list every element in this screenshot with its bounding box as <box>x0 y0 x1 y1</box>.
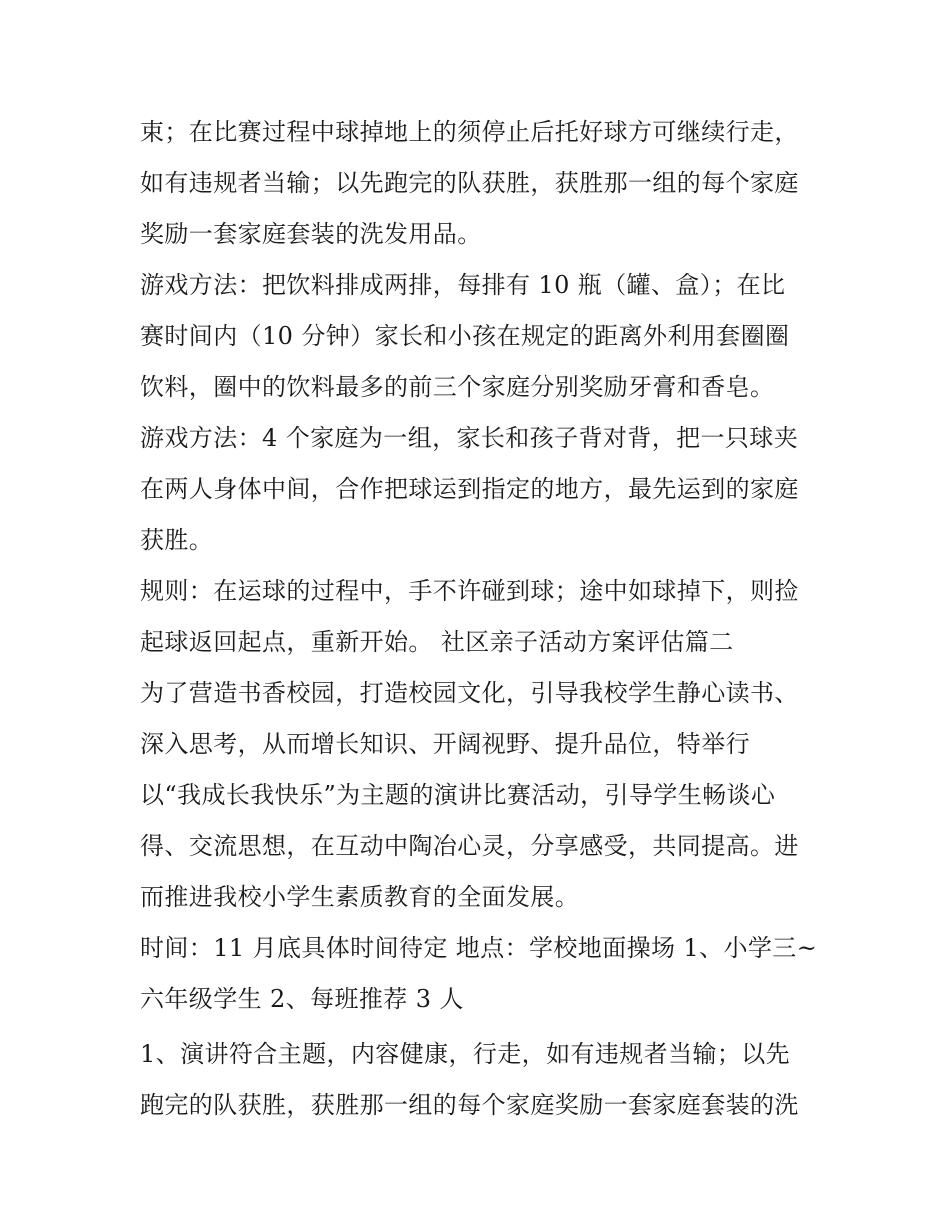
text-line: 时间：11 月底具体时间待定 地点：学校地面操场 1、小学三~ <box>140 934 818 962</box>
text-line: 游戏方法：把饮料排成两排，每排有 10 瓶（罐、盒）；在比 <box>140 271 786 299</box>
text-line: 为了营造书香校园，打造校园文化，引导我校学生静心读书、 <box>140 679 799 707</box>
document-body <box>140 107 830 1131</box>
text-line: 如有违规者当输；以先跑完的队获胜，获胜那一组的每个家庭 <box>140 169 799 197</box>
text-line: 以“我成长我快乐”为主题的演讲比赛活动，引导学生畅谈心 <box>140 781 776 809</box>
text-line: 1、演讲符合主题，内容健康，行走，如有违规者当输；以先 <box>140 1040 791 1068</box>
text-line: 起球返回起点，重新开始。 社区亲子活动方案评估篇二 <box>140 628 734 656</box>
text-line: 深入思考，从而增长知识、开阔视野、提升品位，特举行 <box>140 730 750 758</box>
text-line: 获胜。 <box>140 526 214 554</box>
text-line: 六年级学生 2、每班推荐 3 人 <box>140 985 464 1013</box>
text-line: 束；在比赛过程中球掉地上的须停止后托好球方可继续行走， <box>140 118 799 146</box>
text-line: 规则：在运球的过程中，手不许碰到球；途中如球掉下，则捡 <box>140 577 799 605</box>
text-line: 跑完的队获胜，获胜那一组的每个家庭奖励一套家庭套装的洗 <box>140 1091 799 1119</box>
text-line: 赛时间内（10 分钟）家长和小孩在规定的距离外利用套圈圈 <box>140 322 790 350</box>
text-line: 饮料，圈中的饮料最多的前三个家庭分别奖励牙膏和香皂。 <box>140 373 775 401</box>
text-line: 游戏方法：4 个家庭为一组，家长和孩子背对背，把一只球夹 <box>140 424 799 452</box>
text-line: 而推进我校小学生素质教育的全面发展。 <box>140 883 580 911</box>
text-line: 在两人身体中间，合作把球运到指定的地方，最先运到的家庭 <box>140 475 799 503</box>
text-line: 得、交流思想，在互动中陶冶心灵，分享感受，共同提高。进 <box>140 832 799 860</box>
text-line: 奖励一套家庭套装的洗发用品。 <box>140 220 482 248</box>
